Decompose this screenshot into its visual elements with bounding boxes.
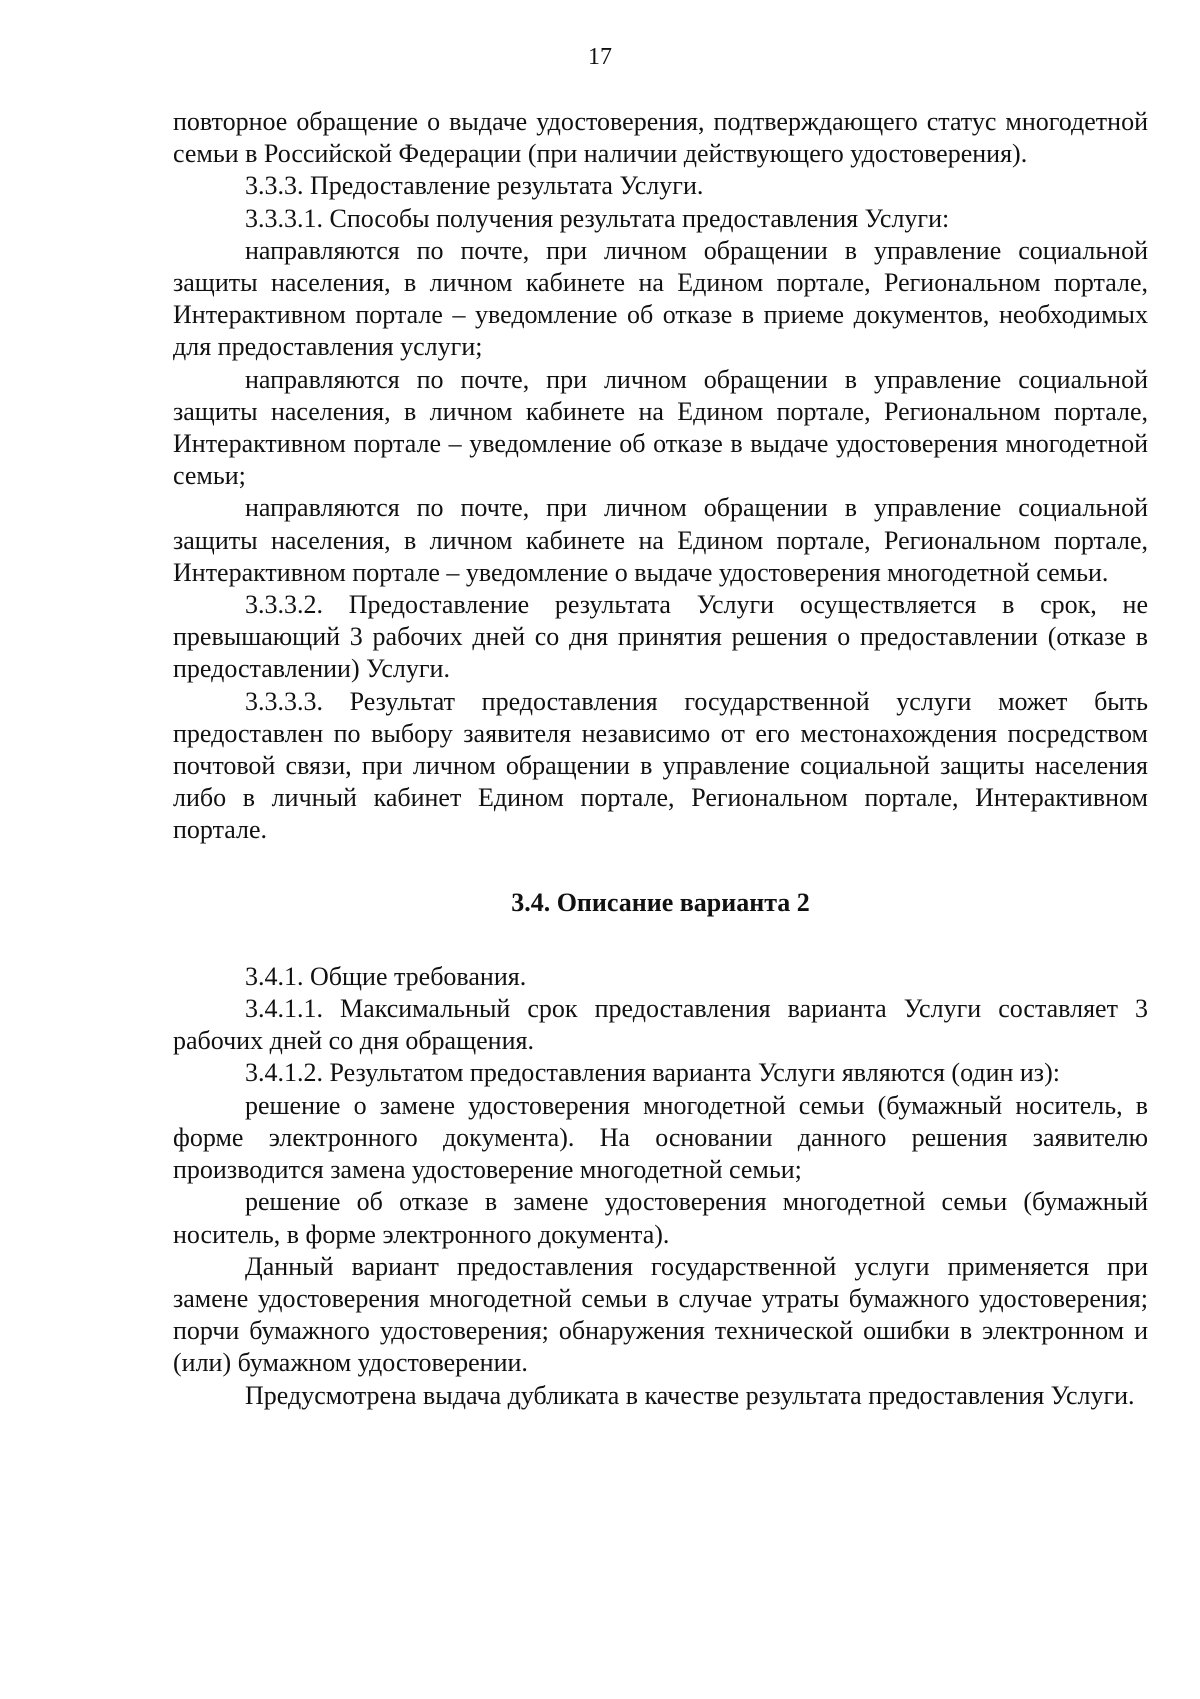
section-heading: 3.4. Описание варианта 2 [511,887,810,917]
paragraph-decision-refuse: решение об отказе в замене удостоверения многодетной семьи (бумажный носитель, в форме электронного документа). [173,1187,1148,1249]
paragraph-continuation: повторное обращение о выдаче удостоверения, подтверждающего статус многодетной семьи в Российской Федерации (при наличии действующего удостоверения). [173,107,1148,169]
paragraph-3-4-1-2: 3.4.1.2. Результатом предоставления варианта Услуги являются (один из): [245,1058,1060,1088]
page-number: 17 [588,44,612,70]
paragraph-variant-applies: Данный вариант предоставления государственной услуги применяется при замене удостоверения многодетной семьи в случае утраты бумажного удостоверения; порчи бумажного удостоверения; обнаружения технической ошибки в электронном и (или) бумажном удостоверении. [173,1251,1148,1378]
paragraph-3-3-3: 3.3.3. Предоставление результата Услуги. [245,171,704,201]
paragraph-duplicate: Предусмотрена выдача дубликата в качестве результата предоставления Услуги. [245,1380,1135,1410]
paragraph-notice-refusal-docs: направляются по почте, при личном обращении в управление социальной защиты населения, в личном кабинете на Едином портале, Региональном портале, Интерактивном портале – уведомление об отказе в приеме документов, необходимых для предоставления услуги; [173,235,1148,362]
paragraph-notice-refusal-issue: направляются по почте, при личном обращении в управление социальной защиты населения, в личном кабинете на Едином портале, Региональном портале, Интерактивном портале – уведомление об отказе в выдаче удостоверения многодетной семьи; [173,364,1148,491]
document-body [173,106,1148,1412]
paragraph-decision-replace: решение о замене удостоверения многодетной семьи (бумажный носитель, в форме электронного документа). На основании данного решения заявителю производится замена удостоверение многодетной семьи; [173,1090,1148,1185]
paragraph-3-4-1: 3.4.1. Общие требования. [245,961,527,991]
paragraph-3-3-3-1: 3.3.3.1. Способы получения результата предоставления Услуги: [245,203,950,233]
paragraph-3-4-1-1: 3.4.1.1. Максимальный срок предоставления варианта Услуги составляет 3 рабочих дней со дня обращения. [173,994,1148,1056]
paragraph-notice-issue: направляются по почте, при личном обращении в управление социальной защиты населения, в личном кабинете на Едином портале, Региональном портале, Интерактивном портале – уведомление о выдаче удостоверения многодетной семьи. [173,493,1148,587]
paragraph-3-3-3-3: 3.3.3.3. Результат предоставления государственной услуги может быть предоставлен по выбору заявителя независимо от его местонахождения посредством почтовой связи, при личном обращении в управление социальной защиты населения либо в личный кабинет Едином портале, Региональном портале, Интерактивном портале. [173,686,1148,845]
paragraph-3-3-3-2: 3.3.3.2. Предоставление результата Услуги осуществляется в срок, не превышающий 3 рабочих дней со дня принятия решения о предоставлении (отказе в предоставлении) Услуги. [173,590,1148,684]
